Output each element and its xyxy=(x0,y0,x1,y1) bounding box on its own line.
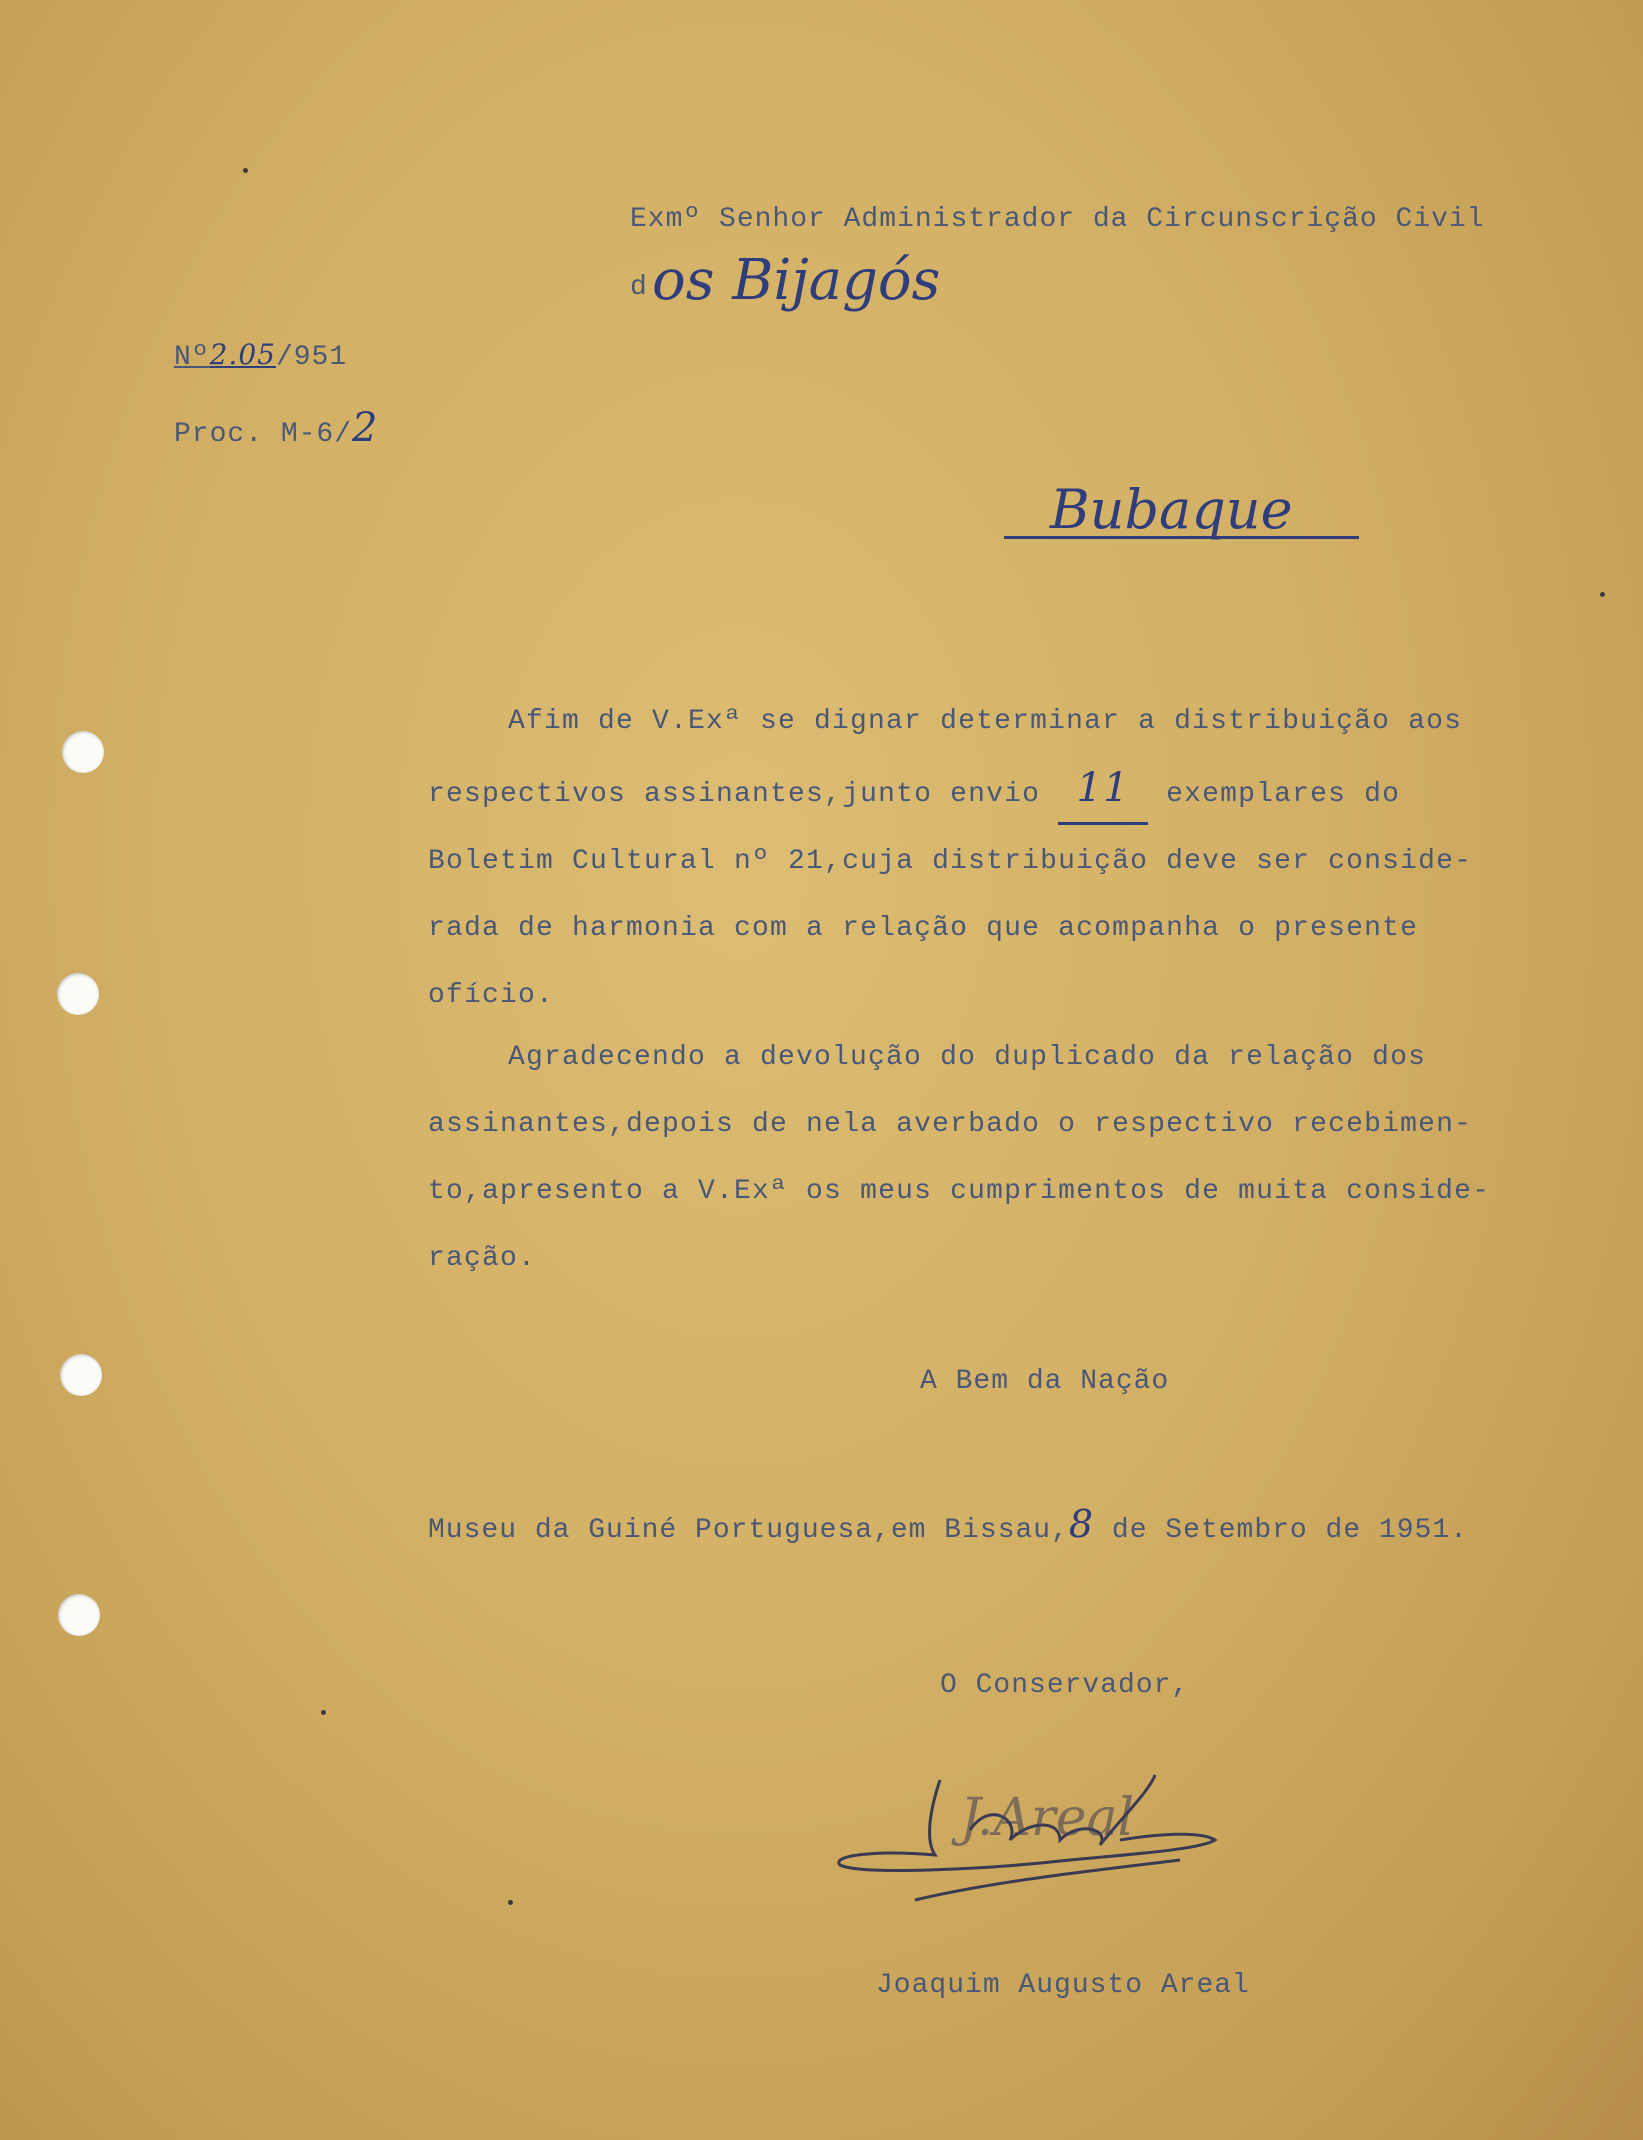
body-paragraph-2 xyxy=(428,1024,1588,1292)
salutation: A Bem da Nação xyxy=(920,1366,1170,1397)
para1-line4: rada de harmonia com a relação que acompanha o presente xyxy=(428,913,1419,944)
place-date-after: de Setembro de 1951. xyxy=(1094,1515,1468,1546)
addressee-prefix: d xyxy=(630,272,648,303)
para2-line1: Agradecendo a devolução do duplicado da relação dos xyxy=(508,1042,1427,1073)
reference-number xyxy=(174,338,347,373)
para1-line2 xyxy=(428,755,1588,828)
signature-flourish xyxy=(820,1760,1240,1910)
process-reference xyxy=(174,405,378,451)
ink-speck xyxy=(243,168,248,173)
ink-speck xyxy=(1600,592,1605,597)
reference-number-handwritten: 2.05 xyxy=(209,338,276,371)
para2-line4: ração. xyxy=(428,1243,537,1274)
signature-text: J.Areal xyxy=(960,1788,1135,1848)
process-typed: Proc. M-6/ xyxy=(174,419,353,450)
ink-speck xyxy=(508,1900,513,1905)
process-handwritten: 2 xyxy=(352,405,379,451)
punch-hole-1 xyxy=(62,731,104,773)
signatory-role: O Conservador, xyxy=(940,1670,1190,1701)
para1-line5: ofício. xyxy=(428,980,555,1011)
body-paragraph-1 xyxy=(428,688,1588,1029)
day-handwritten: 8 xyxy=(1068,1502,1095,1546)
signatory-name: Joaquim Augusto Areal xyxy=(876,1970,1250,2001)
addressee-line: Exmº Senhor Administrador da Circunscrição Civil xyxy=(630,204,1485,235)
para2-line2: assinantes,depois de nela averbado o respectivo recebimen- xyxy=(428,1109,1473,1140)
place-date-before: Museu da Guiné Portuguesa,em Bissau, xyxy=(428,1515,1069,1546)
punch-hole-4 xyxy=(58,1594,100,1636)
place-date-line xyxy=(428,1502,1468,1546)
para1-line2-before: respectivos assinantes,junto envio xyxy=(428,779,1041,810)
addressee-handwritten: os Bijagós xyxy=(652,248,941,313)
para1-line2-after: exemplares do xyxy=(1166,779,1401,810)
quantity-handwritten: 11 xyxy=(1058,755,1148,825)
ink-speck xyxy=(321,1710,326,1715)
punch-hole-2 xyxy=(57,973,99,1015)
punch-hole-3 xyxy=(60,1354,102,1396)
reference-number-suffix: /951 xyxy=(275,342,348,373)
signature xyxy=(820,1760,1240,1910)
place-handwritten: Bubaque xyxy=(1050,478,1293,541)
place-underline xyxy=(1004,536,1359,539)
para2-line3: to,apresento a V.Exª os meus cumprimentos de muita conside- xyxy=(428,1176,1491,1207)
reference-number-prefix: Nº xyxy=(174,342,210,373)
para1-line3: Boletim Cultural nº 21,cuja distribuição deve ser conside- xyxy=(428,846,1473,877)
para1-line1: Afim de V.Exª se dignar determinar a distribuição aos xyxy=(508,706,1463,737)
